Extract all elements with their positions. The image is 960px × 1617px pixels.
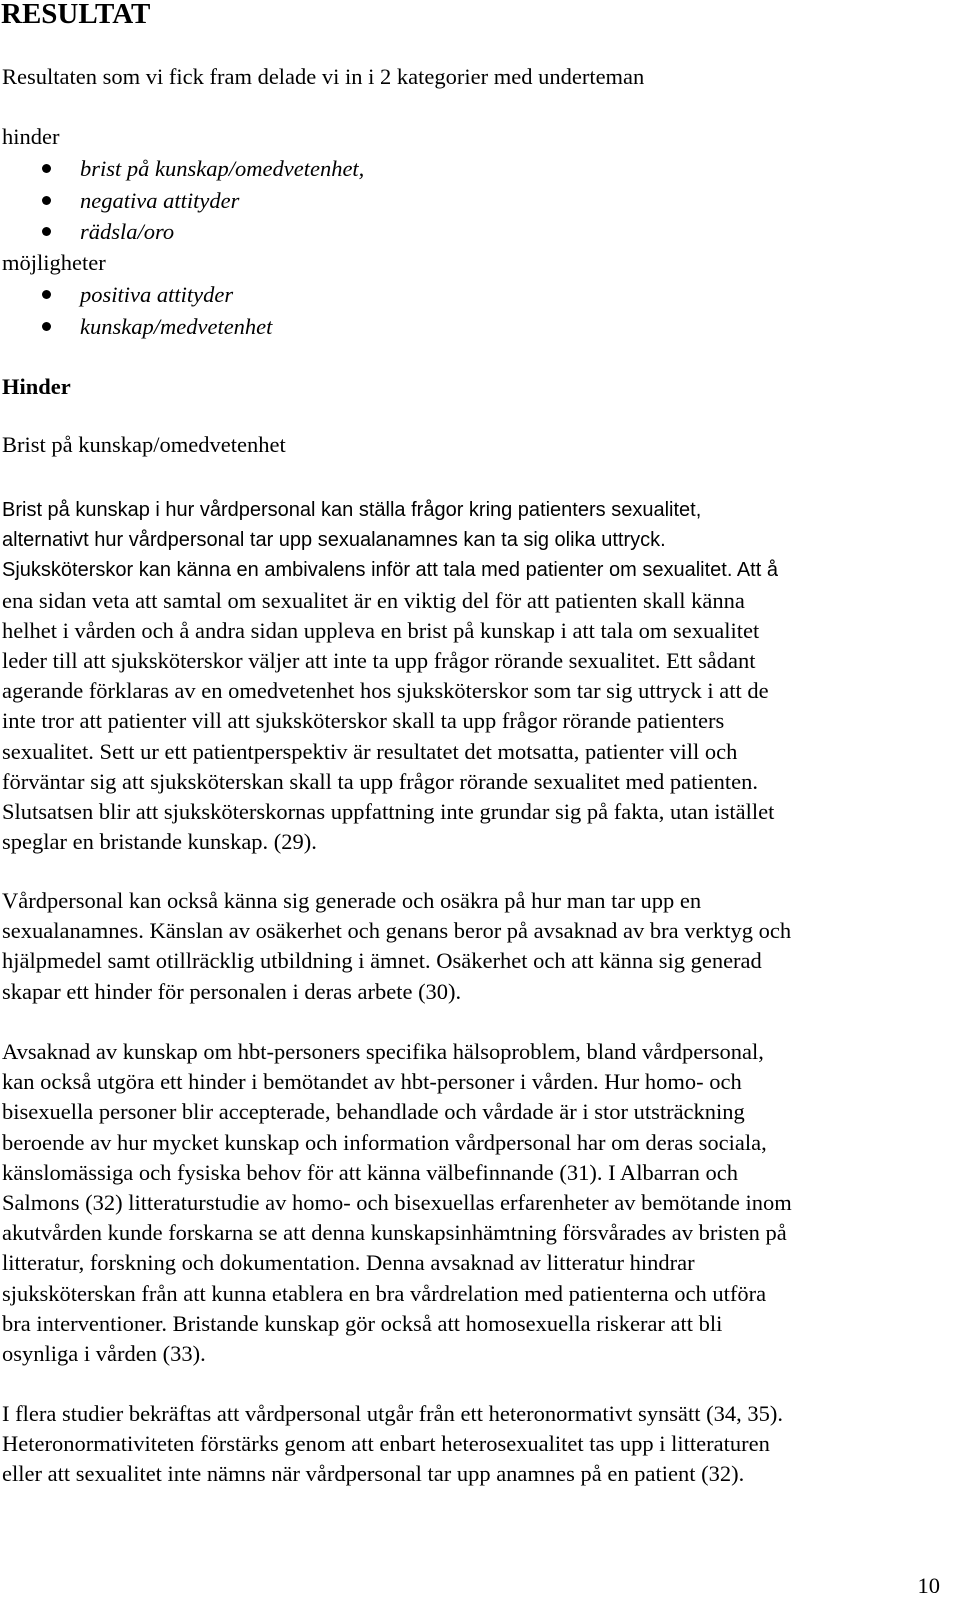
list-item (0, 153, 364, 185)
paragraph-line: agerande förklaras av en omedvetenhet hos sjuksköterskor som tar sig uttryck i att de (2, 678, 769, 704)
paragraph-line: sjuksköterskan från att kunna etablera en bra vårdrelation med patienterna och utföra (2, 1280, 767, 1306)
list-item-text: negativa attityder (80, 187, 240, 213)
bullet-icon (42, 322, 51, 331)
list-item-text: kunskap/medvetenhet (80, 313, 273, 339)
paragraph-line: sexualitet. Sett ur ett patientperspektiv är resultatet det motsatta, patienter vill och (2, 738, 738, 764)
paragraph-line: Avsaknad av kunskap om hbt-personers specifika hälsoproblem, bland vårdpersonal, (2, 1039, 764, 1064)
bullet-icon (42, 196, 51, 205)
paragraph-line: kan också utgöra ett hinder i bemötandet av hbt-personer i vården. Hur homo- och (2, 1069, 742, 1095)
section-heading: Hinder (2, 374, 71, 399)
list-item (0, 311, 272, 343)
paragraph-line: beroende av hur mycket kunskap och information vårdpersonal har om deras sociala, (2, 1129, 767, 1155)
list-item (0, 185, 364, 217)
paragraph-line: akutvården kunde forskarna se att denna kunskapsinhämtning försvårades av bristen på (2, 1220, 787, 1246)
paragraph-line: känslomässiga och fysiska behov för att känna välbefinnande (31). I Albarran och (2, 1159, 739, 1185)
paragraph-line: litteratur, forskning och dokumentation. Denna avsaknad av litteratur hindrar (2, 1250, 695, 1276)
category-label-mojligheter: möjligheter (2, 250, 106, 275)
bullet-icon (42, 290, 51, 299)
paragraph-line: hjälpmedel samt otillräcklig utbildning i ämnet. Osäkerhet och att känna sig generad (2, 948, 762, 974)
list-item (0, 216, 364, 248)
paragraph-line: speglar en bristande kunskap. (29). (2, 829, 317, 855)
paragraph-line: Slutsatsen blir att sjuksköterskornas uppfattning inte grundar sig på fakta, utan istället (2, 799, 775, 825)
page-heading: RESULTAT (1, 0, 151, 30)
paragraph-2 (2, 886, 932, 1007)
list-item (0, 279, 272, 311)
paragraph-line: eller att sexualitet inte nämns när vårdpersonal tar upp anamnes på en patient (32). (2, 1461, 745, 1487)
paragraph-line: bisexuella personer blir accepterade, behandlade och vårdade är i stor utsträckning (2, 1099, 745, 1125)
list-item-text: positiva attityder (80, 282, 234, 307)
paragraph-line: Heteronormativiteten förstärks genom att enbart heterosexualitet tas upp i litteraturen (2, 1431, 770, 1457)
paragraph-line: osynliga i vården (33). (2, 1341, 206, 1367)
paragraph-line: I flera studier bekräftas att vårdpersonal utgår från ett heteronormativt synsätt (34, 35). (2, 1401, 783, 1426)
category-list-hinder (0, 153, 364, 248)
paragraph-line: Salmons (32) litteraturstudie av homo- och bisexuellas erfarenheter av bemötande inom (2, 1190, 792, 1216)
category-list-mojligheter (0, 279, 272, 342)
bullet-icon (42, 227, 51, 236)
bullet-icon (42, 164, 51, 173)
paragraph-1 (2, 495, 932, 857)
intro-text: Resultaten som vi fick fram delade vi in i 2 kategorier med underteman (2, 64, 645, 89)
paragraph-line: leder till att sjuksköterskor väljer att inte ta upp frågor rörande sexualitet. Ett sådant (2, 648, 756, 674)
page-number: 10 (917, 1573, 940, 1598)
paragraph-line: bra interventioner. Bristande kunskap gör också att homosexuella riskerar att bli (2, 1310, 723, 1336)
subsection-heading: Brist på kunskap/omedvetenhet (2, 432, 286, 457)
list-item-text: rädsla/oro (80, 219, 175, 245)
paragraph-line: sexualanamnes. Känslan av osäkerhet och genans beror på avsaknad av bra verktyg och (2, 918, 792, 944)
category-label-hinder: hinder (2, 124, 60, 149)
paragraph-3 (2, 1037, 932, 1369)
paragraph-line: Sjuksköterskor kan känna en ambivalens inför att tala med patienter om sexualitet. Att å (2, 559, 778, 582)
paragraph-4 (2, 1399, 932, 1490)
paragraph-line: Brist på kunskap i hur vårdpersonal kan ställa frågor kring patienters sexualitet, (2, 499, 702, 521)
paragraph-line: ena sidan veta att samtal om sexualitet är en viktig del för att patienten skall känna (2, 587, 745, 613)
paragraph-line: skapar ett hinder för personalen i deras arbete (30). (2, 978, 462, 1004)
list-item-text: brist på kunskap/omedvetenhet, (80, 156, 365, 181)
paragraph-line: alternativt hur vårdpersonal tar upp sexualanamnes kan ta sig olika uttryck. (2, 529, 666, 552)
paragraph-line: inte tror att patienter vill att sjuksköterskor skall ta upp frågor rörande patienters (2, 708, 725, 734)
paragraph-line: Vårdpersonal kan också känna sig generade och osäkra på hur man tar upp en (2, 888, 702, 913)
paragraph-line: förväntar sig att sjuksköterskan skall ta upp frågor rörande sexualitet med patienten. (2, 768, 759, 794)
paragraph-line: helhet i vården och å andra sidan uppleva en brist på kunskap i att tala om sexualitet (2, 617, 760, 643)
